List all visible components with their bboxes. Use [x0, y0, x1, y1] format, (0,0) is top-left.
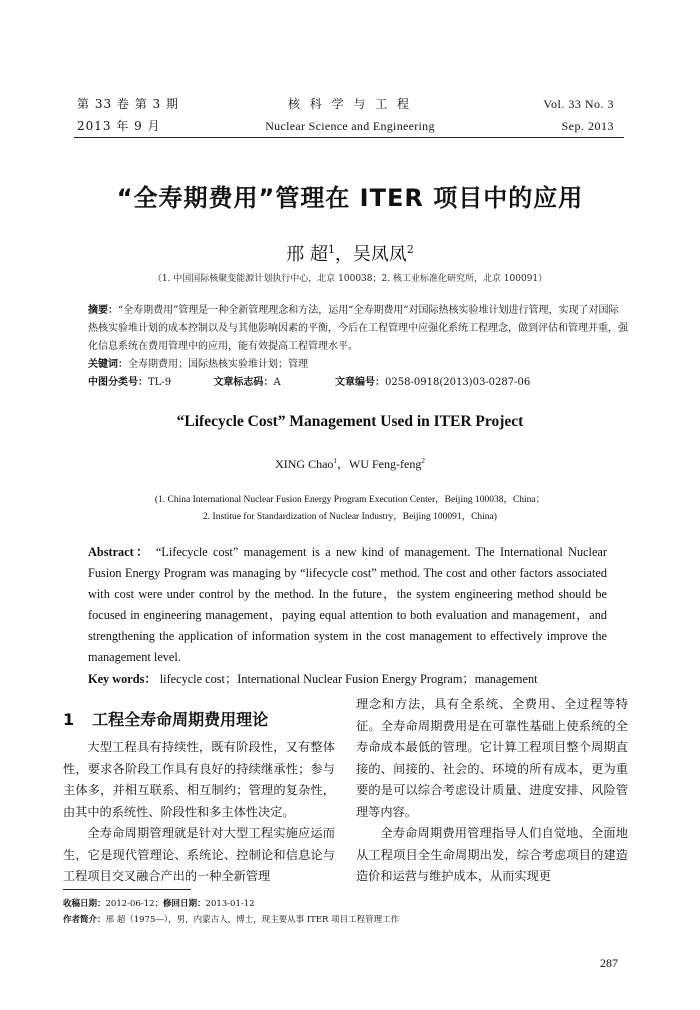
author-2-affil-mark: 2	[406, 243, 414, 256]
keywords-cn	[88, 356, 628, 374]
section-1-title: 工程全寿命周期费用理论	[92, 710, 269, 729]
volume-issue: 第 33 卷 第 3 期	[77, 97, 179, 111]
section-1-number: 1	[63, 710, 75, 729]
revised-label: 修回日期：	[163, 899, 206, 909]
doc-code-value: A	[273, 377, 281, 388]
left-paragraph-1: 大型工程具有持续性，既有阶段性，又有整体性，要求各阶段工作具有良好的持续继承性；参与主体多，并相互联系、相互制约；管理的复杂性，由其中的系统性、阶段性和多主体性决定。	[63, 740, 335, 819]
abstract-cn	[88, 302, 628, 392]
keywords-en-text: lifecycle cost；International Nuclear Fusion Energy Program；management	[159, 671, 538, 686]
classification-line	[88, 374, 628, 392]
paper-title-cn: “全寿期费用”管理在 ITER 项目中的应用	[116, 184, 584, 212]
authors-en	[0, 455, 700, 472]
author-1-en: XING Chao	[275, 457, 334, 471]
received-label: 收稿日期：	[63, 899, 106, 909]
affiliation-cn: （1. 中国国际核聚变能源计划执行中心，北京 100038；2. 核工业标准化研究所，北京 100091）	[152, 274, 548, 284]
left-paragraph-2: 全寿命周期管理就是针对大型工程实施应运而生，它是现代管理论、系统论、控制论和信息论与工程项目交叉融合产出的一种全新管理	[63, 826, 335, 883]
author-1-cn: 邢 超	[286, 244, 328, 265]
authors-cn	[0, 240, 700, 266]
affiliation-en-line1: (1. China International Nuclear Fusion Energy Program Execution Center，Beijing 100038，China；	[154, 495, 546, 505]
author-en-separator: ，	[337, 457, 350, 471]
left-column	[63, 737, 335, 888]
author-2-en: WU Feng-feng	[349, 457, 422, 471]
received-date: 2012-06-12；	[105, 899, 164, 909]
keywords-en	[88, 669, 607, 690]
author-1-en-affil-mark: 1	[333, 457, 337, 465]
volume-number-en: Vol. 33 No. 3	[543, 97, 614, 111]
publication-date-en: Sep. 2013	[561, 119, 614, 133]
section-1-heading	[63, 707, 268, 730]
footnote	[63, 896, 623, 928]
keywords-cn-text: 全寿期费用；国际热核实验堆计划；管理	[128, 359, 308, 370]
footnote-rule	[63, 889, 191, 890]
author-1-affil-mark: 1	[327, 243, 335, 256]
author-2-en-affil-mark: 2	[421, 457, 425, 465]
footnote-dates	[63, 896, 623, 912]
doc-code-label: 文章标志码：	[213, 377, 274, 388]
abstract-en-label: Abstract：	[88, 545, 151, 559]
footnote-bio	[63, 912, 623, 928]
author-separator: ，	[334, 244, 353, 265]
abstract-cn-body	[88, 302, 628, 356]
clc-label: 中图分类号：	[88, 377, 148, 388]
publication-date-cn: 2013 年 9 月	[77, 119, 161, 133]
abstract-cn-label: 摘要：	[88, 305, 118, 316]
abstract-en	[88, 542, 607, 690]
revised-date: 2013-01-12	[205, 899, 255, 909]
author-2-cn: 吴凤凤	[352, 244, 407, 265]
affiliation-en	[0, 492, 700, 526]
right-column	[356, 694, 628, 888]
abstract-en-body	[88, 542, 607, 669]
paper-title-en: “Lifecycle Cost” Management Used in ITER Project	[176, 413, 524, 430]
abstract-en-text: “Lifecycle cost” management is a new kind of management. The International Nuclear Fusion Energy Program was managing by “lifecycle cost” method. The cost and other factors associated with cost were under control by the method. In the future，the system engineering method should be focused in engineering management，paying equal attention to both evaluation and management，and strengthening the application of information system in the cost management to effectively improve the management level.	[88, 545, 607, 665]
header-rule	[74, 137, 624, 138]
right-paragraph-2: 全寿命周期费用管理指导人们自觉地、全面地从工程项目全生命周期出发，综合考虑项目的建造造价和运营与维护成本，从而实现更	[356, 826, 628, 883]
abstract-cn-text: “全寿期费用”管理是一种全新管理理念和方法，运用“全寿期费用”对国际热核实验堆计划进行管理，实现了对国际热核实验堆计划的成本控制以及与其他影响因素的平衡，今后在工程管理中应强化系统工程理念，做到评估和管理并重，强化信息系统在费用管理中的应用，能有效提高工程管理水平。	[88, 305, 628, 352]
article-no-label: 文章编号：	[335, 377, 386, 388]
bio-label: 作者简介：	[63, 915, 106, 925]
keywords-cn-label: 关键词：	[88, 359, 128, 370]
right-paragraph-1: 理念和方法，具有全系统、全费用、全过程等特征。全寿命周期费用是在可靠性基础上使系统的全寿命成本最低的管理。它计算工程项目整个周期直接的、间接的、社会的、环境的所有成本，更为重要的是可以综合考虑设计质量、进度安排、风险管理等内容。	[356, 697, 628, 819]
keywords-en-label: Key words：	[88, 671, 157, 686]
clc-value: TL-9	[148, 377, 172, 388]
journal-name-en: Nuclear Science and Engineering	[265, 119, 435, 133]
article-no-value: 0258-0918(2013)03-0287-06	[385, 377, 531, 388]
bio-text: 邢 超（1975—），男，内蒙古人，博士，现主要从事 ITER 项目工程管理工作	[105, 915, 400, 925]
affiliation-en-line2: 2. Institue for Standardization of Nuclear Industry，Beijing 100091，China)	[203, 512, 497, 522]
journal-name-cn: 核 科 学 与 工 程	[287, 97, 413, 111]
page-number: 287	[600, 956, 618, 970]
